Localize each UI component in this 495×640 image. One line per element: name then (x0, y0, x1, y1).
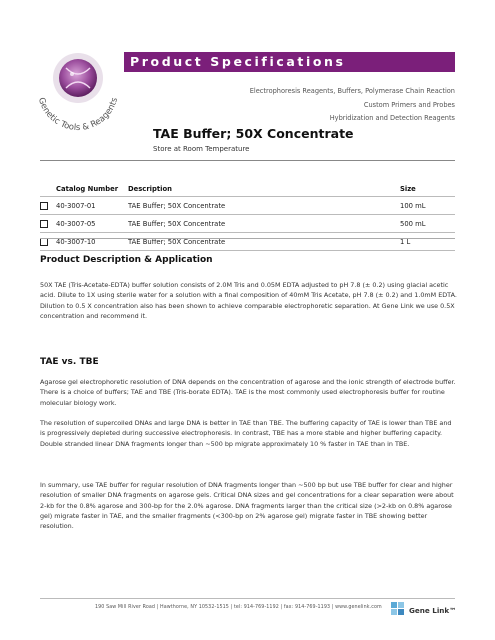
tagline-3: Hybridization and Detection Reagents (329, 114, 455, 122)
gene-link-brand: Gene Link™ (409, 606, 457, 615)
size: 500 mL (400, 215, 455, 233)
size: 1 L (400, 233, 455, 251)
description-paragraph: 50X TAE (Tris-Acetate-EDTA) buffer solution consists of 2.0M Tris and 0.05M EDTA adjusted to pH 7.8 (± 0.2) using glacial acetic acid. Dilute to 1X using sterile water for a solution with a final composition of 40mM Tris Acetate, pH 7.8 (± 0.2) and 1.0mM EDTA. Dilution to 0.5 X concentration also has been shown to achieve comparable electrophoretic separation. At Gene Link we use 0.5X concentration and recommend it. (40, 281, 457, 320)
table-row (40, 233, 455, 251)
logo-text: Genetic Tools & Reagents (35, 96, 121, 134)
taglines (250, 85, 455, 126)
order-checkbox[interactable] (40, 202, 48, 210)
genetic-tools-logo (28, 38, 128, 138)
header-size: Size (400, 185, 416, 193)
table-row (40, 197, 455, 215)
description: TAE Buffer; 50X Concentrate (128, 197, 400, 215)
banner-title: Product Specifications (124, 52, 455, 72)
catalog-number: 40-3007-10 (56, 233, 128, 251)
catalog-header-row (40, 182, 455, 197)
tae-paragraph-2: The resolution of supercoiled DNAs and large DNA is better in TAE than TBE. The buffering capacity of TAE is lower than TBE and is progressively depleted during successive electrophoresis. In contrast, TBE has a more stable and higher buffering capacity. Double stranded linear DNA fragments longer than ~500 bp migrate approximately 10 % faster in TAE than in TBE. (40, 419, 452, 448)
tae-paragraph-3: In summary, use TAE buffer for regular resolution of DNA fragments longer than ~500 bp but use TBE buffer for clear and higher resolution of smaller DNA fragments on agarose gels. Critical DNA sizes and gel concentrations for a clear separation were about 2-kb for the 0.8% agarose and 300-bp for the 2.0% agarose. DNA fragments larger than the critical size (>2-kb on 0.8% agarose gel) migrate faster in TAE, and the smaller fragments (<300-bp on 2% agarose gel) migrate faster in TBE showing better resolution. (40, 481, 454, 531)
product-title: TAE Buffer; 50X Concentrate (153, 126, 354, 141)
catalog-number: 40-3007-05 (56, 215, 128, 233)
description: TAE Buffer; 50X Concentrate (128, 233, 400, 251)
storage-note: Store at Room Temperature (153, 145, 250, 153)
table-row (40, 215, 455, 233)
footer-address: 190 Saw Mill River Road | Hawthorne, NY 10532-1515 | tel: 914-769-1192 | fax: 914-769-1193 | www.genelink.com (95, 605, 382, 610)
section-heading-tae-vs-tbe: TAE vs. TBE (40, 357, 99, 367)
tagline-2: Custom Primers and Probes (363, 100, 455, 109)
header-description: Description (128, 185, 172, 193)
divider (40, 160, 455, 161)
description: TAE Buffer; 50X Concentrate (128, 215, 400, 233)
section-heading-description: Product Description & Application (40, 255, 213, 265)
catalog-number: 40-3007-01 (56, 197, 128, 215)
catalog-table (40, 182, 455, 251)
size: 100 mL (400, 197, 455, 215)
header-catalog-number: Catalog Number (56, 185, 119, 193)
order-checkbox[interactable] (40, 220, 48, 228)
tae-paragraph-1: Agarose gel electrophoretic resolution of DNA depends on the concentration of agarose and the ionic strength of electrode buffer. There is a choice of buffers; TAE and TBE (Tris-borate EDTA). TAE is the most commonly used electrophoresis buffer for routine molecular biology work. (40, 378, 456, 407)
divider (40, 238, 455, 239)
tagline-1: Electrophoresis Reagents, Buffers, Polymerase Chain Reaction (249, 87, 455, 95)
